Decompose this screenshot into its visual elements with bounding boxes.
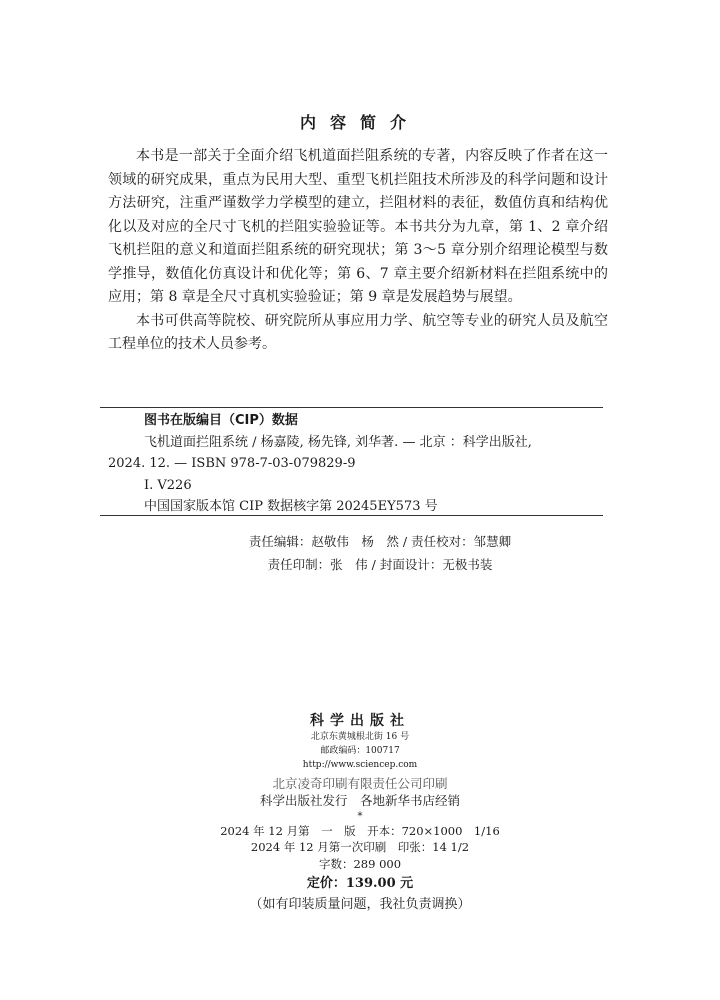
publisher-name: 科学出版社 — [310, 713, 410, 729]
editors-line-2: 责任印制：张 伟 / 封面设计：无极书装 — [267, 557, 493, 572]
cip-classification: Ⅰ. V226 — [144, 477, 192, 493]
intro-paragraph-1: 本书是一部关于全面介绍飞机道面拦阻系统的专著，内容反映了作者在这一领域的研究成果，重点为民用大型、重型飞机拦阻技术所涉及的科学问题和设计方法研究，注重严谨数学力学模型的建立，拦阻材料的表征，数值仿真和结构优化以及对应的全尺寸飞机的拦阻实验验证等。本书共分为九章，第 1、2 章介绍飞机拦阻的意义和道面拦阻系统的研究现状；第 3～5 章分别介绍理论模型与数学推导，数值化仿真设计和优化等；第 6、7 章主要介绍新材料在拦阻系统中的应用；第 8 章是全尺寸真机实验验证；第 9 章是发展趋势与展望。 — [108, 148, 608, 305]
publisher-website: http://www.sciencep.com — [302, 760, 418, 770]
edition-line-2: 2024 年 12 月第一次印刷 印张：14 1/2 — [250, 840, 470, 854]
quality-notice: （如有印装质量问题，我社负责调换） — [249, 897, 471, 912]
cip-bottom-rule — [100, 515, 603, 516]
edition-line-1: 2024 年 12 月第 一 版 开本：720×1000 1/16 — [220, 824, 500, 838]
price-label: 定价： — [306, 876, 346, 891]
intro-title: 内容简介 — [299, 113, 420, 132]
cip-top-rule — [100, 407, 603, 408]
cip-data-block — [108, 410, 603, 518]
publisher-block — [0, 710, 720, 915]
separator-star: * — [357, 811, 363, 822]
word-count: 字数：289 000 — [318, 857, 402, 871]
editors-line-1: 责任编辑：赵敬伟 杨 然 / 责任校对：邹慧卿 — [248, 534, 512, 549]
distribution-info: 科学出版社发行 各地新华书店经销 — [259, 793, 460, 808]
cip-title-authors: 飞机道面拦阻系统 / 杨嘉陵, 杨先锋, 刘华著. — 北京 ：科学出版社, — [144, 434, 532, 450]
publisher-postcode: 邮政编码：100717 — [320, 746, 400, 756]
publisher-address: 北京东黄城根北街 16 号 — [310, 732, 410, 742]
cip-heading: 图书在版编目（CIP）数据 — [144, 413, 298, 428]
printer-name: 北京凌奇印刷有限责任公司印刷 — [272, 776, 448, 791]
price — [0, 873, 720, 895]
price-value: 139.00 元 — [345, 876, 414, 891]
cip-record-number: 中国国家版本馆 CIP 数据核字第 20245EY573 号 — [144, 499, 438, 514]
editors-block — [0, 530, 720, 576]
cip-isbn: 2024. 12. — ISBN 978-7-03-079829-9 — [108, 456, 356, 471]
intro-body — [108, 145, 608, 357]
intro-paragraph-2: 本书可供高等院校、研究院所从事应用力学、航空等专业的研究人员及航空工程单位的技术人员参考。 — [108, 312, 608, 352]
